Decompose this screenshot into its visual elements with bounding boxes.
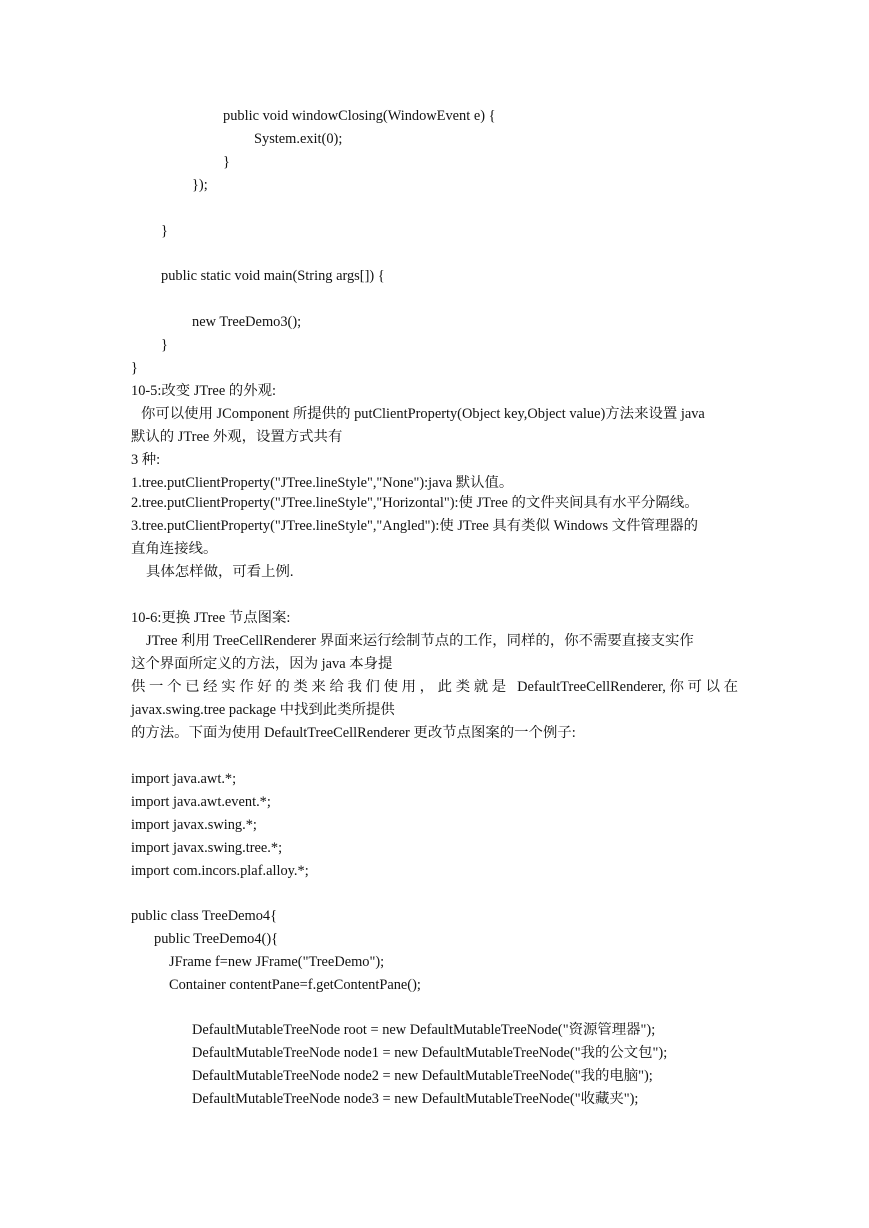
- code-line: import java.awt.*;: [131, 771, 237, 787]
- list-item: 直角连接线。: [131, 541, 218, 557]
- code-line: }: [161, 337, 168, 353]
- paragraph-line: 3 种:: [131, 452, 161, 468]
- code-line: DefaultMutableTreeNode node3 = new DefaultMutableTreeNode("收藏夹");: [192, 1091, 639, 1107]
- code-line: System.exit(0);: [254, 131, 343, 147]
- list-item: 3.tree.putClientProperty("JTree.lineStyle","Angled"):使 JTree 具有类似 Windows 文件管理器的: [131, 518, 699, 534]
- code-line: public TreeDemo4(){: [154, 931, 279, 947]
- code-line: import java.awt.event.*;: [131, 794, 271, 810]
- code-line: public void windowClosing(WindowEvent e) {: [223, 108, 496, 124]
- paragraph-line: 默认的 JTree 外观，设置方式共有: [131, 429, 343, 445]
- paragraph-line: 具体怎样做，可看上例.: [146, 564, 294, 580]
- list-item: 1.tree.putClientProperty("JTree.lineStyle","None"):java 默认值。: [131, 475, 514, 491]
- code-line: import com.incors.plaf.alloy.*;: [131, 863, 309, 879]
- paragraph-line: 你可以使用 JComponent 所提供的 putClientProperty(Object key,Object value)方法来设置 java: [141, 406, 705, 422]
- code-line: }: [223, 154, 230, 170]
- code-line: DefaultMutableTreeNode root = new DefaultMutableTreeNode("资源管理器");: [192, 1022, 656, 1038]
- paragraph-line: 的方法。下面为使用 DefaultTreeCellRenderer 更改节点图案的一个例子:: [131, 725, 576, 741]
- section-heading: 10-6:更换 JTree 节点图案:: [131, 610, 291, 626]
- list-item: 2.tree.putClientProperty("JTree.lineStyle","Horizontal"):使 JTree 的文件夹间具有水平分隔线。: [131, 495, 699, 511]
- code-line: new TreeDemo3();: [192, 314, 302, 330]
- code-line: import javax.swing.tree.*;: [131, 840, 283, 856]
- paragraph-line: JTree 利用 TreeCellRenderer 界面来运行绘制节点的工作，同样的，你不需要直接支实作: [146, 633, 694, 649]
- code-line: JFrame f=new JFrame("TreeDemo");: [169, 954, 385, 970]
- paragraph-line: javax.swing.tree package 中找到此类所提供: [131, 702, 395, 718]
- code-line: }: [161, 223, 168, 239]
- section-heading: 10-5:改变 JTree 的外观:: [131, 383, 276, 399]
- code-line: public static void main(String args[]) {: [161, 268, 385, 284]
- code-line: Container contentPane=f.getContentPane();: [169, 977, 421, 993]
- code-line: public class TreeDemo4{: [131, 908, 277, 924]
- paragraph-line: 这个界面所定义的方法，因为 java 本身提: [131, 656, 393, 672]
- code-line: }: [131, 360, 138, 376]
- code-line: });: [192, 177, 208, 193]
- paragraph-line: 供一个已经实作好的类来给我们使用，此类就是 DefaultTreeCellRenderer,你可以在: [131, 679, 738, 695]
- code-line: DefaultMutableTreeNode node2 = new DefaultMutableTreeNode("我的电脑");: [192, 1068, 653, 1084]
- code-line: import javax.swing.*;: [131, 817, 257, 833]
- code-line: DefaultMutableTreeNode node1 = new DefaultMutableTreeNode("我的公文包");: [192, 1045, 668, 1061]
